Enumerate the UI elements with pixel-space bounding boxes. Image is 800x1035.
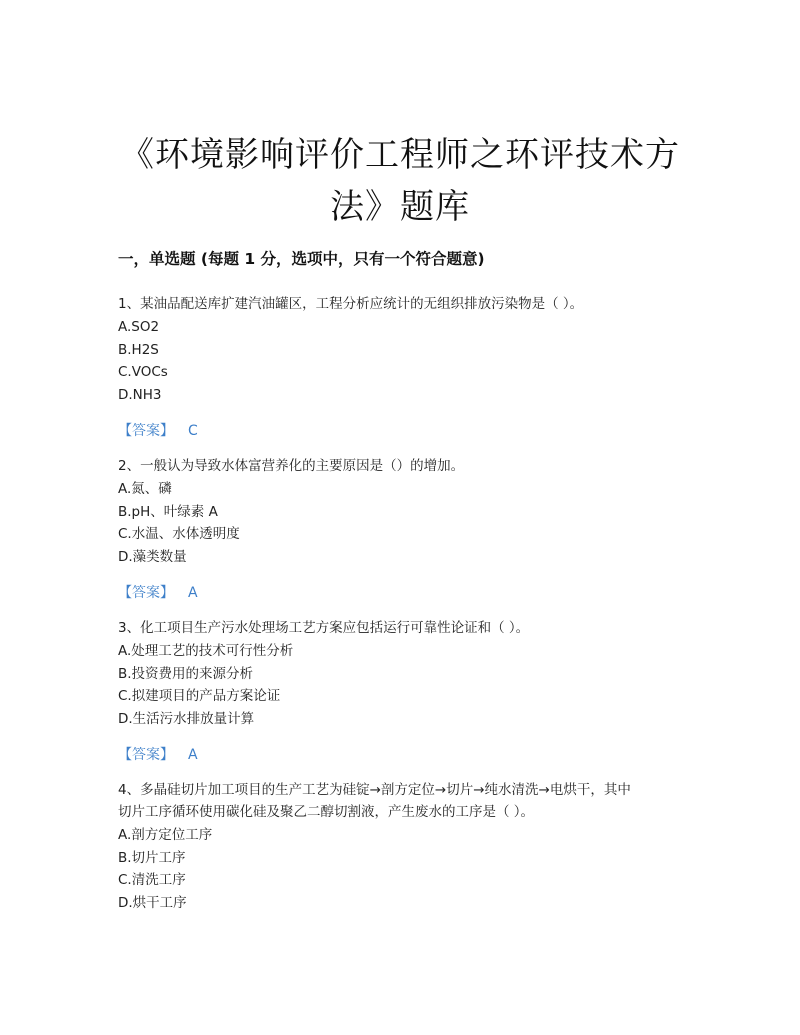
question-stem: 3、化工项目生产污水处理场工艺方案应包括运行可靠性论证和（ ）。 [118,620,530,636]
question-3 [118,617,718,730]
option-a: A.处理工艺的技术可行性分析 [118,643,294,659]
question-stem: 1、某油品配送库扩建汽油罐区，工程分析应统计的无组织排放污染物是（ ）。 [118,296,584,312]
option-a: A.剖方定位工序 [118,827,213,843]
option-a: A.SO2 [118,319,160,335]
option-d: D.藻类数量 [118,548,187,565]
title-line-1: 《环境影响评价工程师之环评技术方 [120,134,680,175]
answer-3 [118,744,198,764]
answer-2 [118,582,198,602]
document-title [100,129,700,233]
answer-value: A [188,585,198,601]
option-c: C.拟建项目的产品方案论证 [118,688,281,704]
option-d: D.烘干工序 [118,894,187,911]
answer-value: C [188,423,198,439]
option-b: B.切片工序 [118,849,186,866]
section-heading: 一，单选题 (每题 1 分，选项中，只有一个符合题意) [118,250,485,268]
option-a: A.氮、磷 [118,481,172,497]
option-d: D.生活污水排放量计算 [118,710,255,727]
question-1 [118,293,718,406]
title-line-2: 法》题库 [330,186,470,227]
option-b: B.H2S [118,341,159,358]
question-stem: 2、一般认为导致水体富营养化的主要原因是（）的增加。 [118,458,465,474]
question-stem-line-2: 切片工序循环使用碳化硅及聚乙二醇切割液，产生废水的工序是（ ）。 [118,804,535,820]
answer-label: 【答案】 [118,747,174,763]
question-2 [118,455,718,568]
answer-value: A [188,747,198,763]
question-4 [118,779,718,914]
option-c: C.水温、水体透明度 [118,526,240,542]
answer-label: 【答案】 [118,423,174,439]
question-stem-line-1: 4、多晶硅切片加工项目的生产工艺为硅锭→剖方定位→切片→纯水清洗→电烘干，其中 [118,782,631,798]
option-c: C.VOCs [118,364,168,380]
option-c: C.清洗工序 [118,872,186,888]
answer-label: 【答案】 [118,585,174,601]
option-b: B.pH、叶绿素 A [118,503,218,520]
option-b: B.投资费用的来源分析 [118,665,254,682]
answer-1 [118,420,198,440]
option-d: D.NH3 [118,386,162,403]
